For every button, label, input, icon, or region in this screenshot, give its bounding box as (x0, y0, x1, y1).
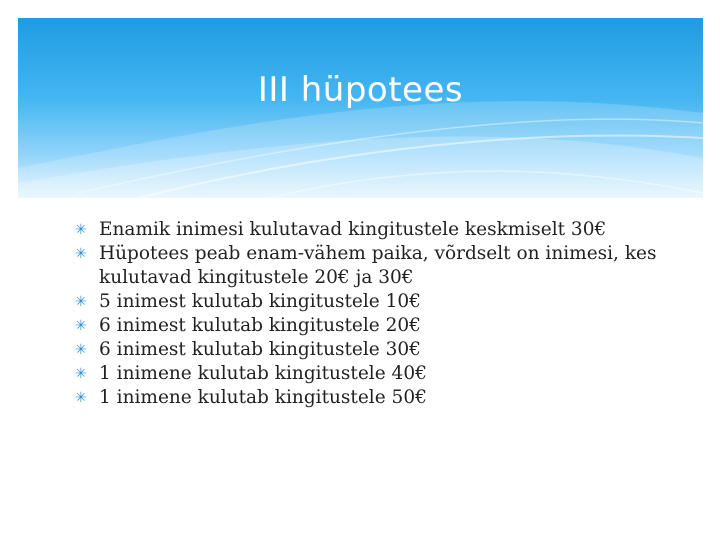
bullet-text: Enamik inimesi kulutavad kingitustele keskmiselt 30€ (99, 219, 607, 240)
bullet-item (75, 386, 675, 410)
bullet-text: 5 inimest kulutab kingitustele 10€ (99, 291, 421, 312)
bullet-item (75, 218, 675, 242)
bullet-item (75, 242, 675, 290)
asterisk-icon: ✳ (75, 342, 87, 358)
bullet-text: Hüpotees peab enam-vähem paika, võrdselt on inimesi, kes kulutavad kingitustele 20€ ja 30€ (99, 243, 657, 288)
asterisk-icon: ✳ (75, 222, 87, 238)
bullet-item (75, 290, 675, 314)
slide-title: III hüpotees (257, 70, 464, 110)
asterisk-icon: ✳ (75, 294, 87, 310)
bullet-item (75, 314, 675, 338)
bullet-text: 1 inimene kulutab kingitustele 40€ (99, 363, 427, 384)
bullet-list (75, 218, 675, 410)
bullet-item (75, 362, 675, 386)
asterisk-icon: ✳ (75, 366, 87, 382)
asterisk-icon: ✳ (75, 390, 87, 406)
bullet-text: 6 inimest kulutab kingitustele 30€ (99, 339, 421, 360)
asterisk-icon: ✳ (75, 318, 87, 334)
asterisk-icon: ✳ (75, 246, 87, 262)
title-banner (18, 18, 703, 198)
bullet-text: 6 inimest kulutab kingitustele 20€ (99, 315, 421, 336)
bullet-item (75, 338, 675, 362)
bullet-text: 1 inimene kulutab kingitustele 50€ (99, 387, 427, 408)
